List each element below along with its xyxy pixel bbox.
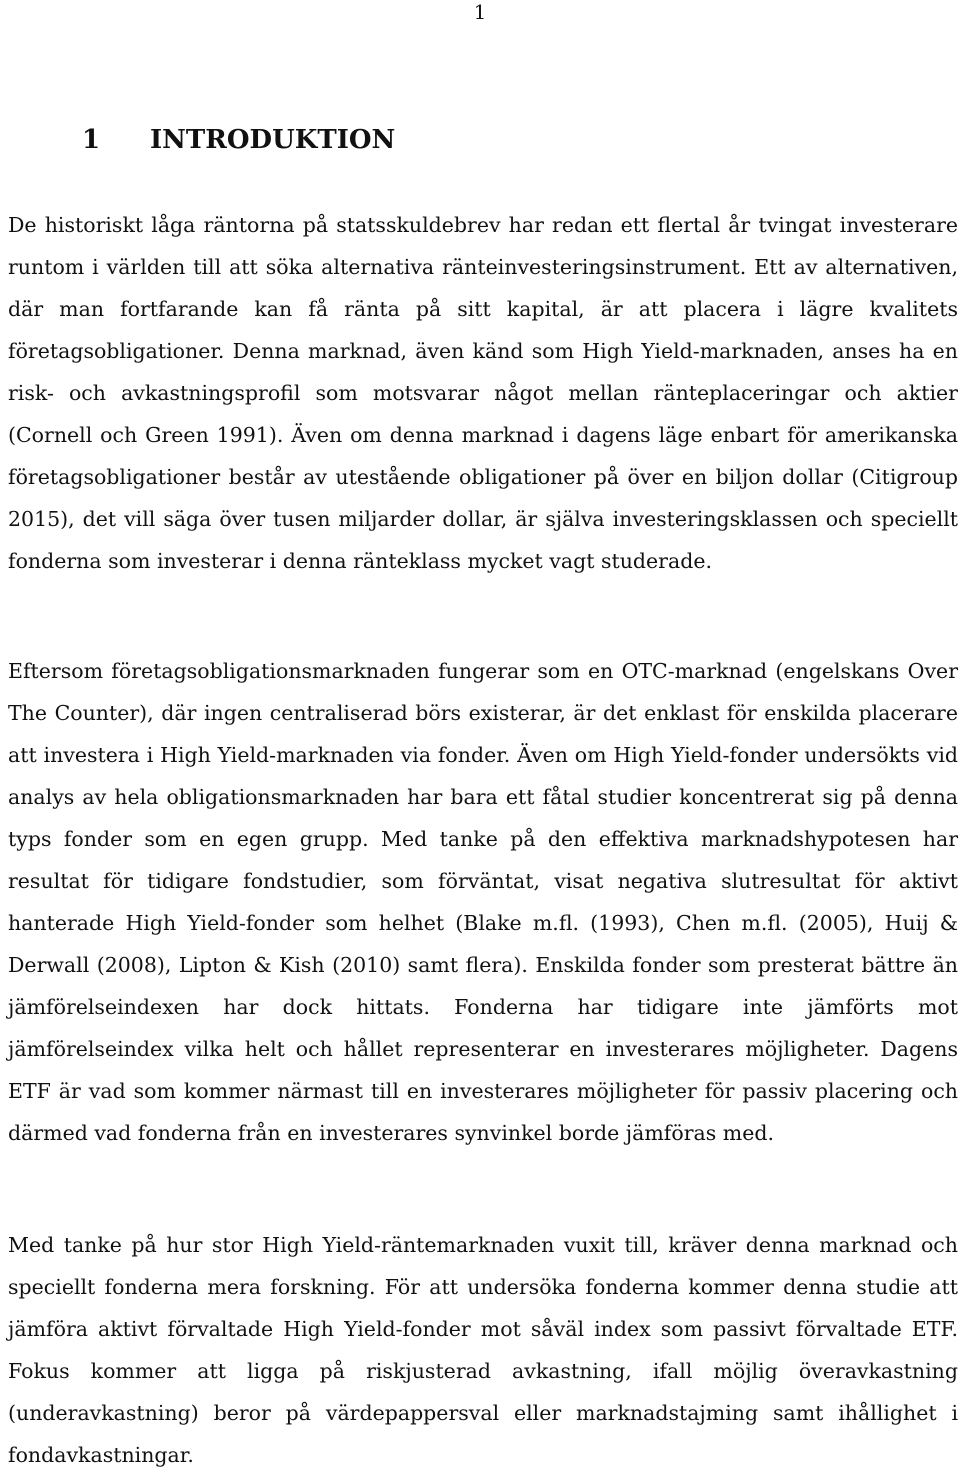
section-heading bbox=[82, 122, 395, 158]
paragraph-1: De historiskt låga räntorna på statsskuldebrev har redan ett flertal år tvingat investerare runtom i världen till att söka alternativa ränteinvesteringsinstrument. Ett av alternativen, där man fortfarande kan få ränta på sitt kapital, är att placera i lägre kvalitets företagsobligationer. Denna marknad, även känd som High Yield-marknaden, anses ha en risk- och avkastningsprofil som motsvarar något mellan ränteplaceringar och aktier (Cornell och Green 1991). Även om denna marknad i dagens läge enbart för amerikanska företagsobligationer består av utestående obligationer på över en biljon dollar (Citigroup 2015), det vill säga över tusen miljarder dollar, är själva investeringsklassen och speciellt fonderna som investerar i denna ränteklass mycket vagt studerade. bbox=[8, 213, 958, 573]
paragraph-2: Eftersom företagsobligationsmarknaden fungerar som en OTC-marknad (engelskans Over The Counter), där ingen centraliserad börs existerar, är det enklast för enskilda placerare att investera i High Yield-marknaden via fonder. Även om High Yield-fonder undersökts vid analys av hela obligationsmarknaden har bara ett fåtal studier koncentrerat sig på denna typs fonder som en egen grupp. Med tanke på den effektiva marknadshypotesen har resultat för tidigare fondstudier, som förväntat, visat negativa slutresultat för aktivt hanterade High Yield-fonder som helhet (Blake m.fl. (1993), Chen m.fl. (2005), Huij & Derwall (2008), Lipton & Kish (2010) samt flera). Enskilda fonder som presterat bättre än jämförelseindexen har dock hittats. Fonderna har tidigare inte jämförts mot jämförelseindex vilka helt och hållet representerar en investerares möjligheter. Dagens ETF är vad som kommer närmast till en investerares möjligheter för passiv placering och därmed vad fonderna från en investerares synvinkel borde jämföras med. bbox=[8, 659, 958, 1145]
paragraph-3: Med tanke på hur stor High Yield-räntemarknaden vuxit till, kräver denna marknad och speciellt fonderna mera forskning. För att undersöka fonderna kommer denna studie att jämföra aktivt förvaltade High Yield-fonder mot såväl index som passivt förvaltade ETF. Fokus kommer att ligga på riskjusterad avkastning, ifall möjlig överavkastning (underavkastning) beror på värdepappersval eller marknadstajming samt ihållighet i fondavkastningar. bbox=[8, 1233, 958, 1467]
section-number: 1 bbox=[82, 125, 101, 155]
page-number: 1 bbox=[473, 0, 487, 24]
section-title: INTRODUKTION bbox=[150, 125, 396, 155]
